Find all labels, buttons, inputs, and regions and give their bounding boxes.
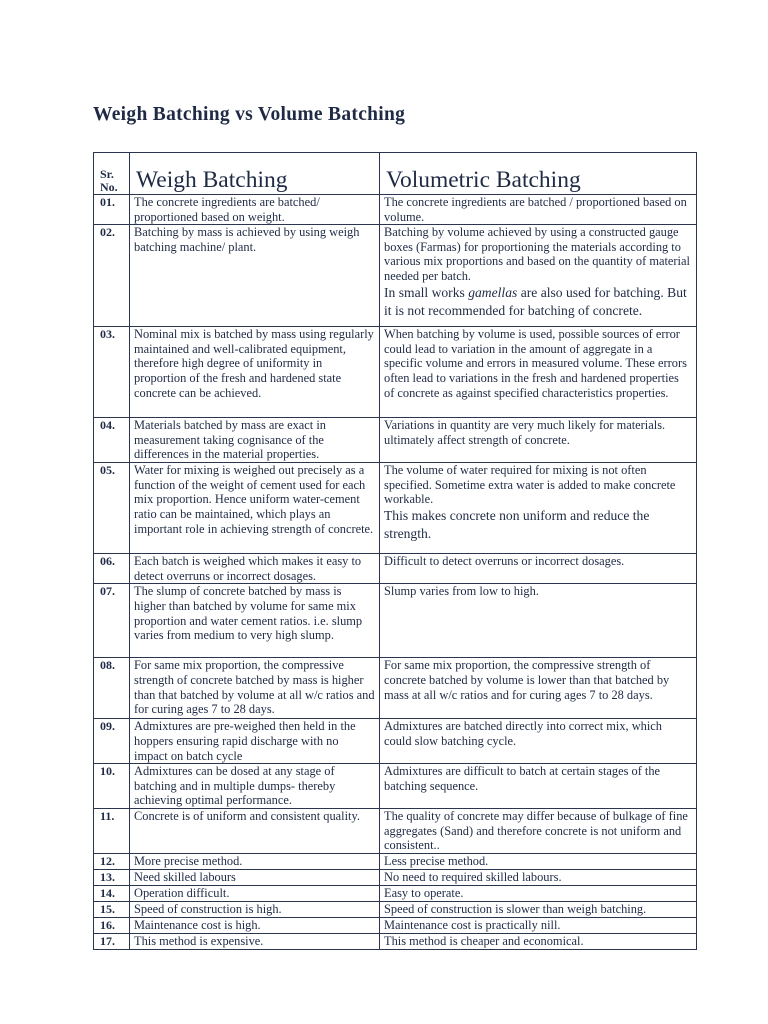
- volume-batching-cell: [380, 463, 697, 554]
- volume-batching-text: Less precise method.: [384, 854, 489, 869]
- volume-batching-cell: [380, 554, 697, 584]
- row-number: 16.: [94, 918, 130, 934]
- volume-batching-text: Speed of construction is slower than weigh batching.: [384, 902, 647, 917]
- volume-batching-cell: [380, 854, 697, 870]
- weigh-batching-cell: The slump of concrete batched by mass is higher than batched by volume for same mix proportion and water cement ratios. i.e. slump varies from medium to very high slump.: [130, 584, 380, 658]
- weigh-batching-cell: Speed of construction is high.: [130, 902, 380, 918]
- table-row: [94, 584, 697, 658]
- volume-batching-cell: [380, 809, 697, 854]
- row-number: 04.: [94, 418, 130, 463]
- row-number: 09.: [94, 719, 130, 764]
- weigh-batching-cell: Admixtures are pre-weighed then held in the hoppers ensuring rapid discharge with no impact on batch cycle: [130, 719, 380, 764]
- gamellas-term: gamellas: [468, 284, 518, 300]
- table-header-row: [94, 153, 697, 195]
- row-number: 07.: [94, 584, 130, 658]
- table-row: [94, 225, 697, 327]
- row-number: 08.: [94, 658, 130, 719]
- table-row: [94, 764, 697, 809]
- row-number: 02.: [94, 225, 130, 327]
- row-number: 01.: [94, 195, 130, 225]
- volume-batching-text: The quality of concrete may differ because of bulkage of fine aggregates (Sand) and therefore concrete is not uniform and consistent..: [384, 809, 688, 853]
- volume-batching-cell: [380, 886, 697, 902]
- table-row: [94, 658, 697, 719]
- volume-batching-text: This method is cheaper and economical.: [384, 934, 584, 949]
- weigh-batching-cell: More precise method.: [130, 854, 380, 870]
- volume-batching-text: No need to required skilled labours.: [384, 870, 562, 885]
- table-row: [94, 554, 697, 584]
- table-row: [94, 195, 697, 225]
- row-number: 12.: [94, 854, 130, 870]
- volume-batching-note: In small works gamellas are also used for batching. But it is not recommended for batching of concrete.: [384, 284, 687, 318]
- table-row: [94, 902, 697, 918]
- weigh-batching-cell: The concrete ingredients are batched/ proportioned based on weight.: [130, 195, 380, 225]
- row-number: 17.: [94, 934, 130, 950]
- weigh-batching-cell: Batching by mass is achieved by using weigh batching machine/ plant.: [130, 225, 380, 327]
- volume-batching-text: Easy to operate.: [384, 886, 464, 901]
- row-number: 15.: [94, 902, 130, 918]
- table-row: [94, 418, 697, 463]
- volume-batching-cell: [380, 584, 697, 658]
- weigh-batching-cell: This method is expensive.: [130, 934, 380, 950]
- row-number: 03.: [94, 327, 130, 418]
- volume-batching-text: Variations in quantity are very much likely for materials. ultimately affect strength of concrete.: [384, 418, 666, 447]
- table-row: [94, 870, 697, 886]
- volume-batching-text: When batching by volume is used, possible sources of error could lead to variation in the amount of aggregate in a specific volume and errors in measured volume. These errors often lead to variations in the fresh and hardened properties of concrete as against specified characteristics properties.: [384, 327, 687, 400]
- row-number: 13.: [94, 870, 130, 886]
- table-row: [94, 854, 697, 870]
- volume-batching-text: For same mix proportion, the compressive strength of concrete batched by volume is lower than that batched by mass at all w/c ratios and for curing ages 7 to 28 days.: [384, 658, 670, 702]
- volume-batching-text: Admixtures are difficult to batch at certain stages of the batching sequence.: [384, 764, 661, 793]
- volume-batching-cell: [380, 870, 697, 886]
- weigh-batching-cell: Operation difficult.: [130, 886, 380, 902]
- header-sr-no: Sr. No.: [94, 153, 130, 195]
- volume-batching-cell: [380, 658, 697, 719]
- volume-batching-text: Admixtures are batched directly into correct mix, which could slow batching cycle.: [384, 719, 663, 748]
- weigh-batching-cell: Need skilled labours: [130, 870, 380, 886]
- table-row: [94, 719, 697, 764]
- volume-batching-text: Batching by volume achieved by using a constructed gauge boxes (Farmas) for proportioning the materials according to various mix proportions and based on the quantity of material needed per batch.: [384, 225, 690, 283]
- weigh-batching-cell: Each batch is weighed which makes it easy to detect overruns or incorrect dosages.: [130, 554, 380, 584]
- table-row: [94, 327, 697, 418]
- page-title: Weigh Batching vs Volume Batching: [93, 104, 406, 125]
- row-number: 14.: [94, 886, 130, 902]
- volume-batching-text: The volume of water required for mixing is not often specified. Sometime extra water is added to make concrete workable.: [384, 463, 676, 507]
- weigh-batching-cell: Nominal mix is batched by mass using regularly maintained and well-calibrated equipment, therefore high degree of uniformity in proportion of the fresh and hardened state concrete can be achieved.: [130, 327, 380, 418]
- volume-batching-cell: [380, 918, 697, 934]
- header-weigh-batching: Weigh Batching: [130, 153, 380, 195]
- table-row: [94, 886, 697, 902]
- weigh-batching-cell: Maintenance cost is high.: [130, 918, 380, 934]
- volume-batching-text: Difficult to detect overruns or incorrect dosages.: [384, 554, 625, 569]
- comparison-table: [93, 152, 697, 950]
- row-number: 10.: [94, 764, 130, 809]
- volume-batching-note: This makes concrete non uniform and reduce the strength.: [384, 507, 650, 541]
- weigh-batching-cell: For same mix proportion, the compressive strength of concrete batched by mass is higher than that batched by volume at all w/c ratios and for curing ages 7 to 28 days.: [130, 658, 380, 719]
- header-volumetric-batching: Volumetric Batching: [380, 153, 697, 195]
- volume-batching-cell: [380, 195, 697, 225]
- table-row: [94, 918, 697, 934]
- table-row: [94, 934, 697, 950]
- volume-batching-cell: [380, 225, 697, 327]
- row-number: 06.: [94, 554, 130, 584]
- volume-batching-text: Maintenance cost is practically nill.: [384, 918, 561, 933]
- volume-batching-text: The concrete ingredients are batched / proportioned based on volume.: [384, 195, 687, 224]
- row-number: 11.: [94, 809, 130, 854]
- volume-batching-cell: [380, 327, 697, 418]
- volume-batching-cell: [380, 719, 697, 764]
- weigh-batching-cell: Water for mixing is weighed out precisely as a function of the weight of cement used for each mix proportion. Hence uniform water-cement ratio can be maintained, which plays an important role in achieving strength of concrete.: [130, 463, 380, 554]
- volume-batching-cell: [380, 418, 697, 463]
- weigh-batching-cell: Materials batched by mass are exact in measurement taking cognisance of the differences in the material properties.: [130, 418, 380, 463]
- table-row: [94, 809, 697, 854]
- table-row: [94, 463, 697, 554]
- volume-batching-text: Slump varies from low to high.: [384, 584, 539, 599]
- volume-batching-cell: [380, 934, 697, 950]
- volume-batching-cell: [380, 764, 697, 809]
- weigh-batching-cell: Concrete is of uniform and consistent quality.: [130, 809, 380, 854]
- volume-batching-cell: [380, 902, 697, 918]
- weigh-batching-cell: Admixtures can be dosed at any stage of batching and in multiple dumps- thereby achieving optimal performance.: [130, 764, 380, 809]
- row-number: 05.: [94, 463, 130, 554]
